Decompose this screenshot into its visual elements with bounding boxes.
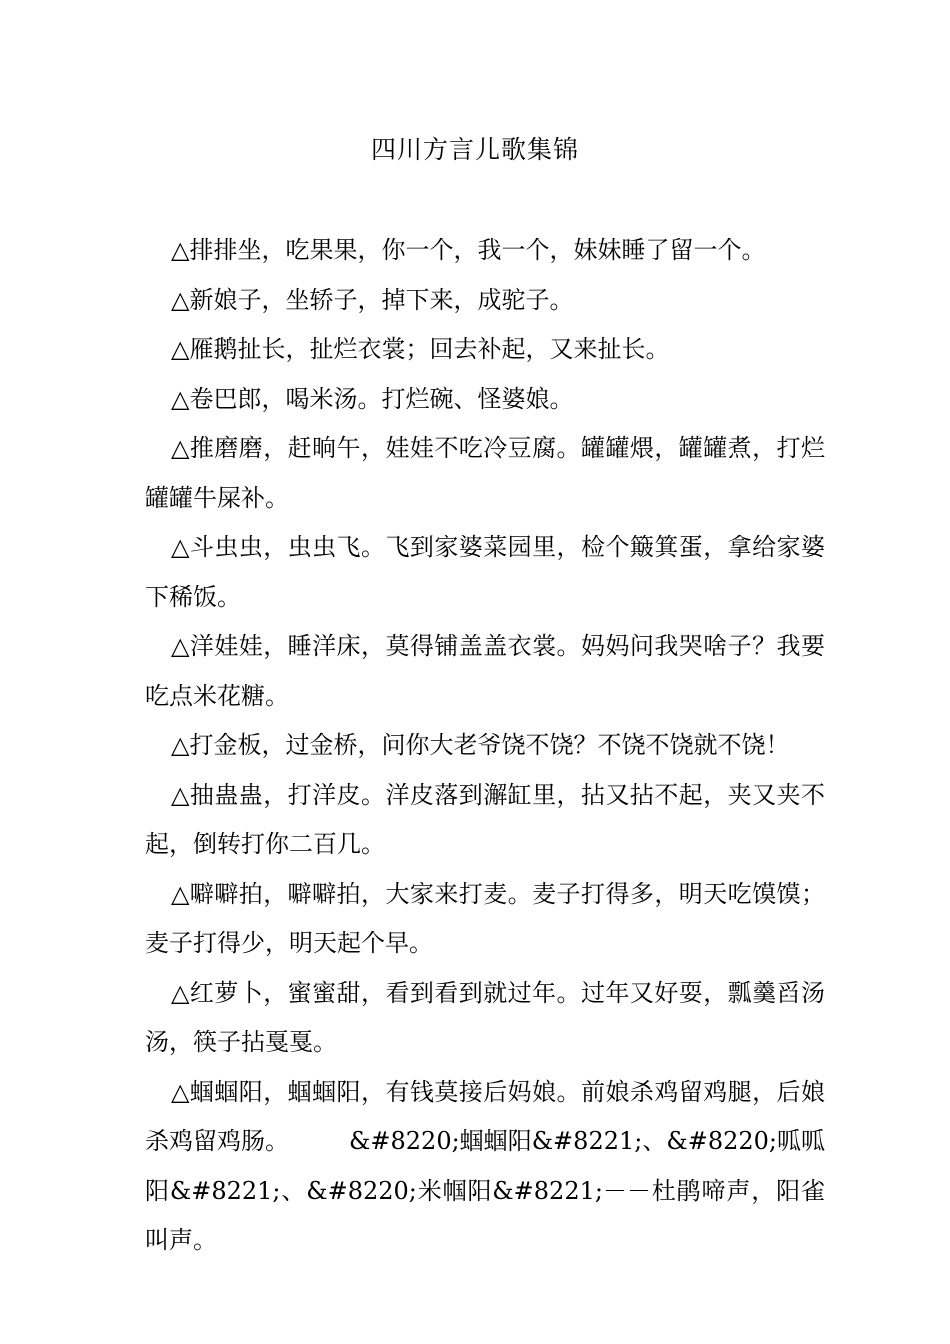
paragraph-8: △打金板，过金桥，问你大老爷饶不饶？不饶不饶就不饶！ bbox=[171, 731, 790, 759]
paragraph-12: △蝈蝈阳，蝈蝈阳，有钱莫接后妈娘。前娘杀鸡留鸡腿，后娘杀鸡留鸡肠。 &#8220;蝈蝈阳&#8221;、&#8220;呱呱阳&#8221;、&#8220;米帼阳&#8221;－－杜鹃啼声，阳雀叫声。 bbox=[145, 1077, 825, 1254]
paragraph-11: △红萝卜，蜜蜜甜，看到看到就过年。过年又好耍，瓢羹舀汤汤，筷子拈戛戛。 bbox=[145, 978, 825, 1056]
paragraph-5: △推磨磨，赶晌午，娃娃不吃冷豆腐。罐罐煨，罐罐煮，打烂罐罐牛屎补。 bbox=[145, 434, 825, 512]
paragraph-10: △噼噼拍，噼噼拍，大家来打麦。麦子打得多，明天吃馍馍；麦子打得少，明天起个早。 bbox=[145, 879, 825, 957]
paragraph-7: △洋娃娃，睡洋床，莫得铺盖盖衣裳。妈妈问我哭啥子？我要吃点米花糖。 bbox=[145, 632, 825, 710]
paragraph-9: △抽蛊蛊，打洋皮。洋皮落到澥缸里，拈又拈不起，夹又夹不起，倒转打你二百几。 bbox=[145, 780, 825, 858]
paragraph-3: △雁鹅扯长，扯烂衣裳；回去补起，又来扯长。 bbox=[171, 335, 670, 363]
paragraph-6: △斗虫虫，虫虫飞。飞到家婆菜园里，检个簸箕蛋，拿给家婆下稀饭。 bbox=[145, 533, 825, 611]
document-body bbox=[145, 226, 825, 1266]
paragraph-4: △卷巴郎，喝米汤。打烂碗、怪婆娘。 bbox=[171, 384, 574, 413]
paragraph-1: △排排坐，吃果果，你一个，我一个，妹妹睡了留一个。 bbox=[171, 236, 766, 264]
paragraph-2: △新娘子，坐轿子，掉下来，成驼子。 bbox=[171, 285, 574, 314]
document-title: 四川方言儿歌集锦 bbox=[370, 135, 579, 164]
